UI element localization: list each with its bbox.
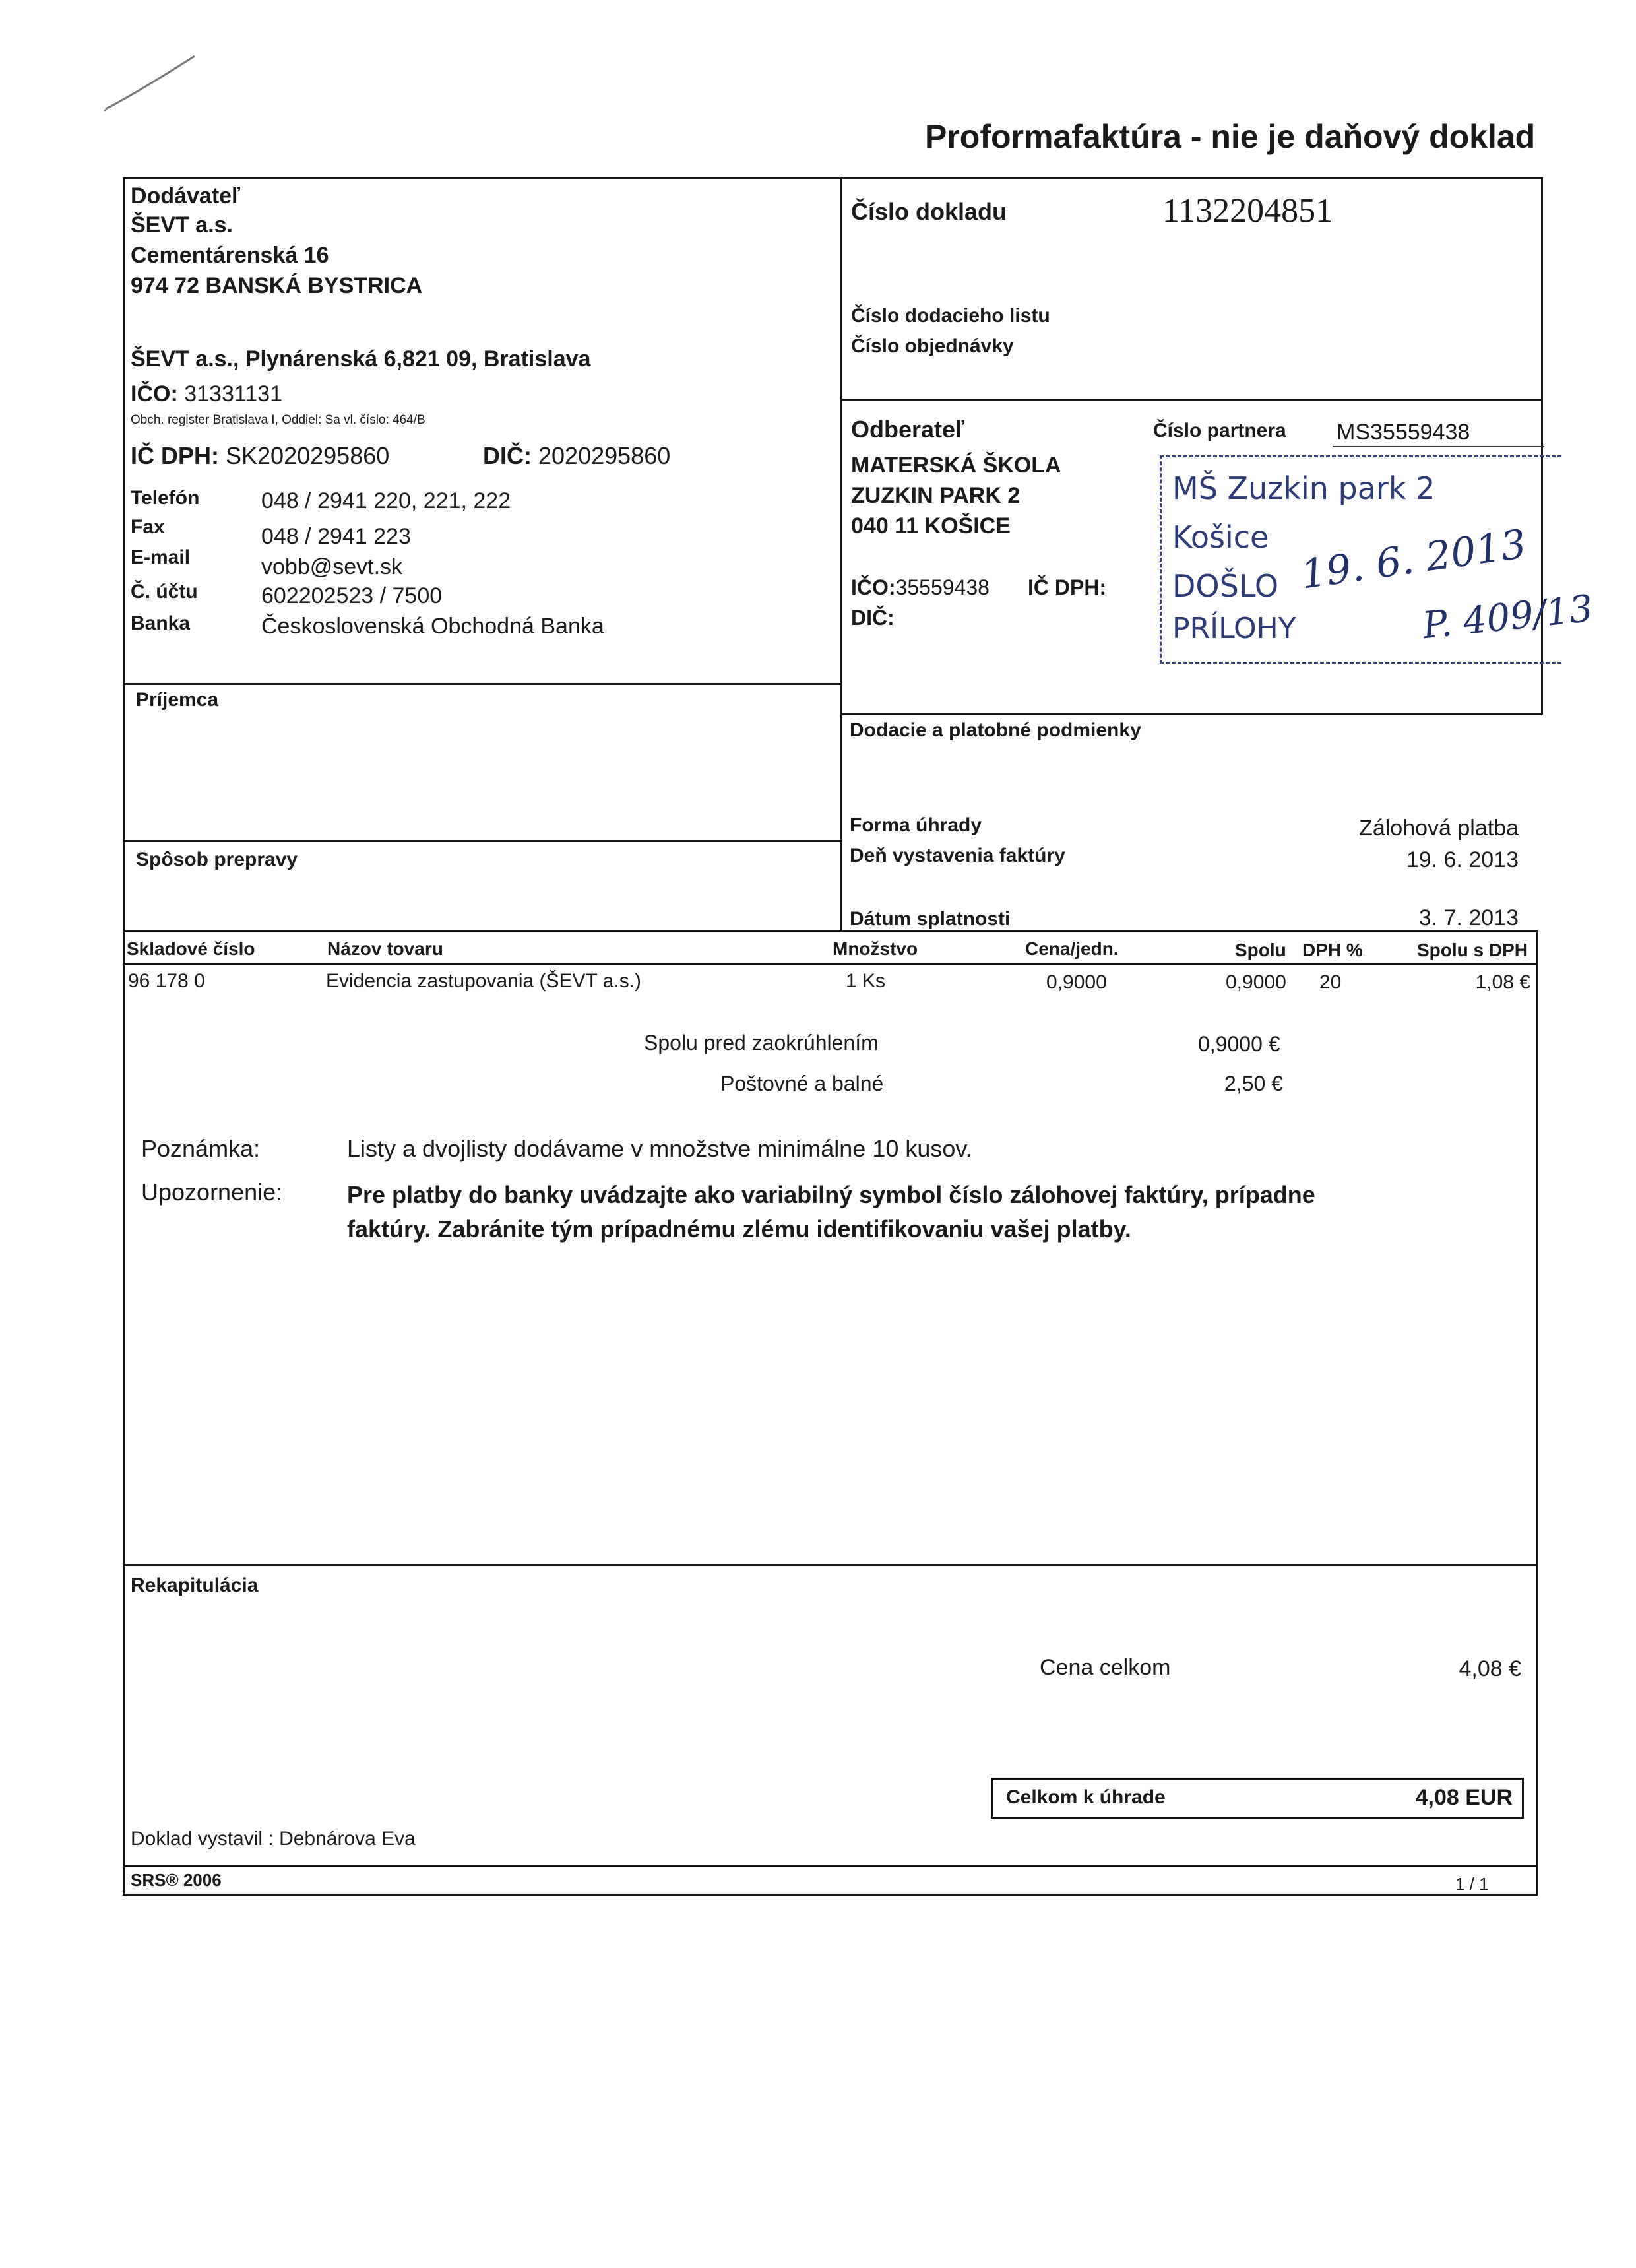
customer-ico — [851, 575, 990, 600]
issued-by: Doklad vystavil : Debnárova Eva — [131, 1828, 416, 1850]
page-number: 1 / 1 — [1455, 1874, 1489, 1894]
item-total: 0,9000 — [1226, 971, 1286, 993]
col-total: Spolu — [1235, 940, 1286, 960]
amount-due: 4,08 EUR — [1415, 1785, 1513, 1810]
customer-heading: Odberateľ — [851, 416, 964, 443]
issue-date-label: Deň vystavenia faktúry — [850, 845, 1065, 866]
supplier-register: Obch. register Bratislava I, Oddiel: Sa vl. číslo: 464/B — [131, 413, 425, 427]
supplier-bank-label: Banka — [131, 612, 191, 634]
supplier-account: 602202523 / 7500 — [261, 583, 443, 608]
supplier-fax: 048 / 2941 223 — [261, 524, 411, 549]
software-label: SRS® 2006 — [131, 1870, 222, 1890]
document-number: 1132204851 — [1162, 192, 1333, 230]
warning-line-2: faktúry. Zabránite tým prípadnému zlému identifikovaniu vašej platby. — [347, 1215, 1131, 1243]
summary-heading: Rekapitulácia — [131, 1574, 259, 1596]
total-price: 4,08 € — [1459, 1656, 1521, 1681]
customer-street: ZUZKIN PARK 2 — [851, 483, 1021, 508]
payment-form-label: Forma úhrady — [850, 814, 982, 836]
supplier-bank: Československá Obchodná Banka — [261, 614, 604, 639]
col-sku: Skladové číslo — [127, 938, 255, 959]
supplier-heading: Dodávateľ — [131, 183, 241, 209]
received-stamp — [1160, 455, 1595, 664]
note-label: Poznámka: — [141, 1135, 261, 1162]
document-number-label: Číslo dokladu — [851, 198, 1007, 225]
col-unit-price: Cena/jedn. — [1025, 938, 1119, 959]
supplier-email-label: E-mail — [131, 546, 191, 568]
supplier-ico — [131, 381, 282, 407]
subtotal-value: 0,9000 € — [1198, 1032, 1280, 1056]
issue-date: 19. 6. 2013 — [1406, 847, 1519, 872]
item-qty: 1 Ks — [846, 970, 886, 992]
supplier-dic — [483, 442, 670, 470]
stamp-line-3: DOŠLO — [1172, 568, 1279, 604]
customer-ico-label: IČO: — [851, 575, 896, 599]
item-sku: 96 178 0 — [128, 970, 205, 992]
delivery-note-label: Číslo dodacieho listu — [851, 305, 1050, 327]
supplier-icdph-value: SK2020295860 — [226, 442, 390, 469]
subtotal-label: Spolu pred zaokrúhlením — [644, 1031, 879, 1054]
supplier-account-label: Č. účtu — [131, 581, 198, 602]
postage-label: Poštovné a balné — [720, 1072, 884, 1095]
stamp-line-2: Košice — [1172, 519, 1269, 555]
payment-form: Zálohová platba — [1359, 816, 1519, 841]
partner-number: MS35559438 — [1337, 420, 1470, 445]
supplier-ico-label: IČO: — [131, 381, 178, 406]
customer-dic-label: DIČ: — [851, 606, 895, 630]
stamp-handwritten-date: 19. 6. 2013 — [1298, 521, 1529, 599]
amount-due-label: Celkom k úhrade — [1006, 1786, 1166, 1808]
supplier-ico-value: 31331131 — [184, 381, 282, 406]
supplier-fax-label: Fax — [131, 516, 165, 538]
warning-line-1: Pre platby do banky uvádzajte ako variabilný symbol číslo zálohovej faktúry, prípadne — [347, 1181, 1315, 1208]
warning-label: Upozornenie: — [141, 1179, 283, 1206]
supplier-icdph — [131, 442, 389, 470]
supplier-email: vobb@sevt.sk — [261, 554, 403, 579]
document-title: Proformafaktúra - nie je daňový doklad — [925, 118, 1536, 155]
supplier-dic-value: 2020295860 — [538, 442, 671, 469]
partner-number-label: Číslo partnera — [1153, 420, 1286, 441]
customer-ico-value: 35559438 — [895, 575, 990, 599]
supplier-street: Cementárenská 16 — [131, 243, 329, 268]
supplier-name: ŠEVT a.s. — [131, 212, 233, 238]
supplier-dic-label: DIČ: — [483, 442, 532, 469]
postage-value: 2,50 € — [1224, 1072, 1283, 1095]
col-vat: DPH % — [1302, 940, 1363, 960]
stamp-line-1: MŠ Zuzkin park 2 — [1172, 470, 1435, 506]
col-name: Názov tovaru — [327, 938, 443, 959]
order-number-label: Číslo objednávky — [851, 335, 1014, 357]
col-qty: Množstvo — [833, 938, 918, 959]
due-date: 3. 7. 2013 — [1418, 905, 1519, 930]
col-total-vat: Spolu s DPH — [1417, 940, 1528, 960]
item-name: Evidencia zastupovania (ŠEVT a.s.) — [326, 970, 642, 992]
note-text: Listy a dvojlisty dodávame v množstve minimálne 10 kusov. — [347, 1135, 972, 1162]
supplier-phone: 048 / 2941 220, 221, 222 — [261, 488, 511, 513]
due-date-label: Dátum splatnosti — [850, 908, 1011, 930]
amount-due-box — [991, 1778, 1524, 1819]
stamp-line-4: PRÍLOHY — [1172, 612, 1296, 645]
supplier-city: 974 72 BANSKÁ BYSTRICA — [131, 273, 423, 298]
terms-heading: Dodacie a platobné podmienky — [850, 719, 1141, 741]
supplier-branch: ŠEVT a.s., Plynárenská 6,821 09, Bratislava — [131, 346, 591, 372]
customer-name: MATERSKÁ ŠKOLA — [851, 453, 1061, 478]
recipient-label: Príjemca — [136, 689, 219, 711]
item-total-vat: 1,08 € — [1475, 971, 1530, 993]
transport-label: Spôsob prepravy — [136, 849, 298, 870]
pen-mark — [99, 46, 204, 119]
item-unit-price: 0,9000 — [1046, 971, 1107, 993]
item-vat: 20 — [1319, 971, 1342, 993]
customer-city: 040 11 KOŠICE — [851, 513, 1011, 538]
supplier-icdph-label: IČ DPH: — [131, 442, 219, 469]
customer-icdph-label: IČ DPH: — [1028, 575, 1107, 599]
supplier-phone-label: Telefón — [131, 487, 200, 509]
total-price-label: Cena celkom — [1040, 1655, 1171, 1680]
stamp-handwritten-number: P. 409/13 — [1420, 587, 1595, 648]
